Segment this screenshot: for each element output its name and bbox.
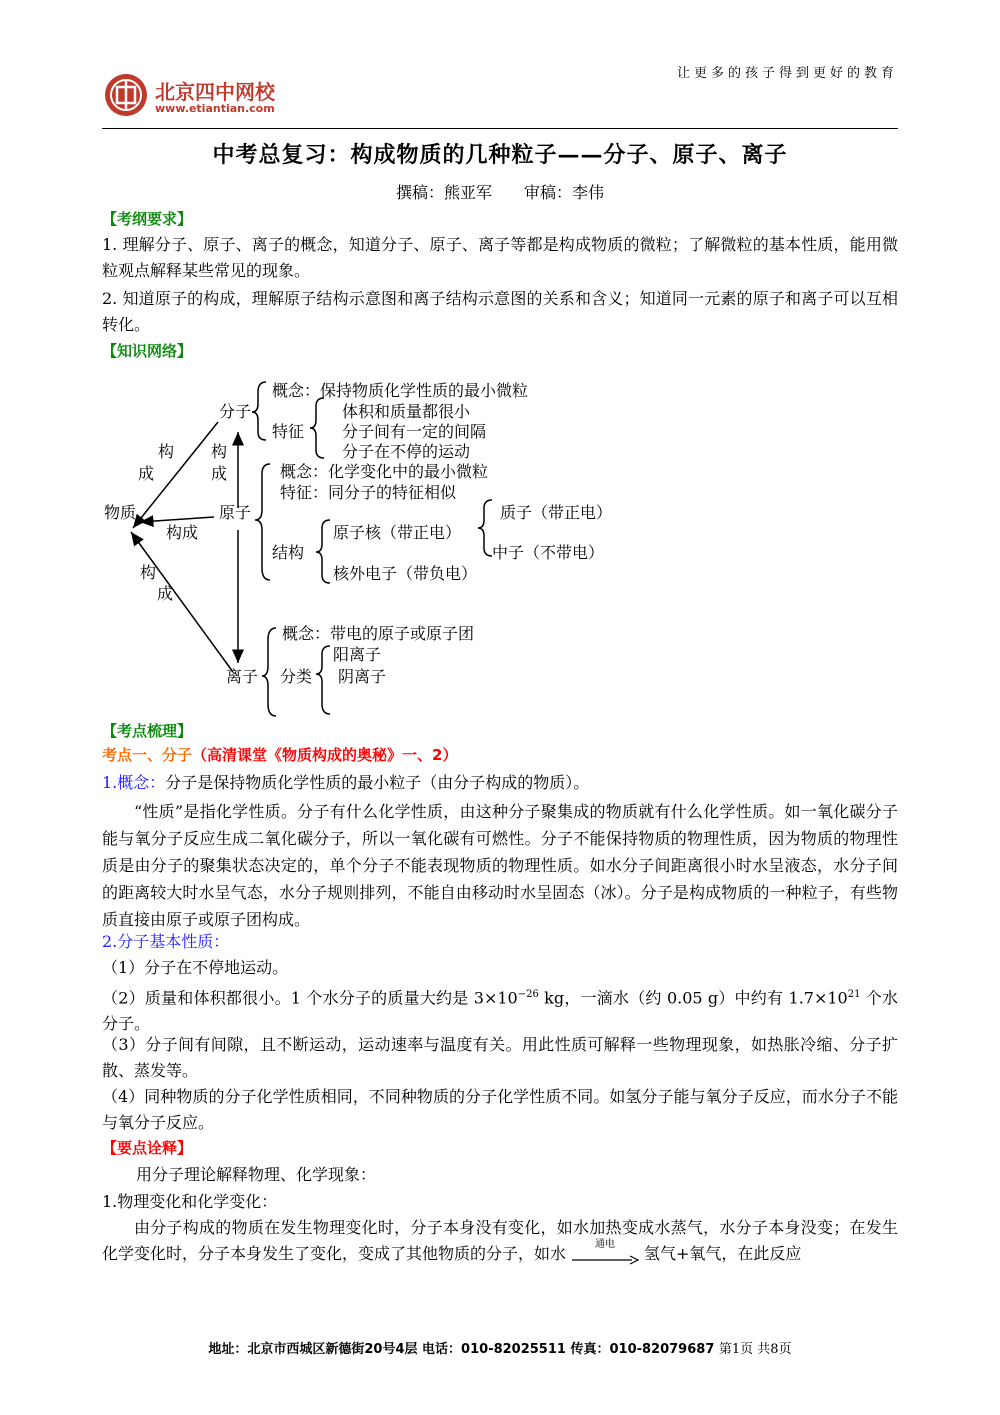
slogan: 让更多的孩子得到更好的教育 [676, 66, 898, 81]
brace-nucleus [478, 500, 492, 556]
electrons: 核外电子（带负电） [333, 564, 478, 583]
outline-item-2: 2. 知道原子的构成，理解原子结构示意图和离子结构示意图的关系和含义；知道同一元素的原子和离子可以互相转化。 [102, 289, 898, 334]
brace-structure [316, 520, 330, 583]
logo [103, 70, 293, 122]
ion-class-label: 分类 [280, 667, 313, 686]
label-cheng-2: 成 [211, 464, 228, 483]
reaction-arrow [570, 1238, 640, 1265]
label-gou-3: 构 [140, 563, 157, 582]
mol-concept: 概念：保持物质化学性质的最小微粒 [272, 381, 529, 400]
header-divider [102, 128, 898, 129]
props-label: 2.分子基本性质： [102, 932, 230, 951]
node-ion: 离子 [226, 667, 259, 686]
logo-emblem-icon [103, 72, 149, 118]
label-cheng-3: 成 [157, 584, 174, 603]
section-points-heading: 【考点梳理】 [102, 722, 193, 740]
point1-concept [102, 770, 898, 796]
concept-text: 分子是保持物质化学性质的最小粒子（由分子构成的物质）。 [165, 773, 590, 792]
section-outline-heading: 【考纲要求】 [102, 210, 193, 228]
prop-2-text-c: 个水分子。 [102, 988, 898, 1034]
explain-text [102, 1215, 898, 1267]
mol-feature-label: 特征 [272, 422, 305, 441]
prop-2-text-b: kg，一滴水（约 0.05 g）中约有 1.7×10 [538, 988, 848, 1008]
explain-intro: 用分子理论解释物理、化学现象： [136, 1165, 377, 1184]
arrow-ion-to-matter [131, 532, 233, 672]
label-gou-1: 构 [158, 442, 175, 461]
footer [0, 1338, 1000, 1357]
prop-2-text-a: （2）质量和体积都很小。1 个水分子的质量大约是 3×10 [102, 988, 518, 1008]
mol-feature-2: 分子间有一定的间隔 [342, 422, 487, 441]
prop-3: （3）分子间有间隙，且不断运动，运动速率与温度有关。用此性质可解释一些物理现象，如热胀冷缩、分子扩散、蒸发等。 [102, 1035, 898, 1080]
authors: 撰稿：熊亚军 审稿：李伟 [395, 183, 604, 202]
prop-4: （4）同种物质的分子化学性质相同，不同种物质的分子化学性质不同。如氢分子能与氧分子反应，而水分子不能与氧分子反应。 [102, 1087, 898, 1132]
atom-feature: 特征：同分子的特征相似 [280, 483, 457, 502]
right-arrow-icon [570, 1255, 640, 1265]
section-explain-heading: 【要点诠释】 [102, 1139, 193, 1157]
explain-text-b: 氢气+氧气，在此反应 [644, 1244, 802, 1263]
prop-2 [102, 982, 898, 1037]
node-matter: 物质 [104, 503, 137, 522]
atom-concept: 概念：化学变化中的最小微粒 [280, 462, 489, 481]
cation: 阳离子 [333, 645, 382, 664]
page-title: 中考总复习：构成物质的几种粒子——分子、原子、离子 [212, 142, 788, 168]
knowledge-diagram [0, 370, 1000, 720]
brace-mol-features [310, 398, 324, 458]
brace-molecule [252, 382, 266, 440]
footer-page: 第1页 共8页 [718, 1342, 792, 1357]
logo-url: www.etiantian.com [155, 102, 275, 115]
label-gou-2: 构 [211, 442, 228, 461]
node-atom: 原子 [219, 503, 252, 522]
footer-address: 地址：北京市西城区新德街20号4层 电话：010-82025511 传真：010-82079687 [208, 1342, 715, 1357]
label-goucheng: 构成 [166, 523, 199, 542]
explain-text-a: 由分子构成的物质在发生物理变化时，分子本身没有变化，如水加热变成水蒸气，水分子本身没变；在发生化学变化时，分子本身发生了变化，变成了其他物质的分子，如水 [102, 1218, 898, 1263]
prop-1: （1）分子在不停地运动。 [102, 958, 289, 977]
prop-2-exp2: 21 [847, 989, 861, 1000]
logo-text: 北京四中网校 [155, 80, 275, 104]
prop-2-exp1: −26 [517, 989, 539, 1000]
outline-item-1: 1. 理解分子、原子、离子的概念，知道分子、原子、离子等都是构成物质的微粒；了解微粒的基本性质，能用微粒观点解释某些常见的现象。 [102, 235, 898, 280]
concept-label: 1.概念： [102, 773, 166, 792]
nucleus: 原子核（带正电） [333, 523, 462, 542]
point1-heading [102, 744, 457, 765]
mol-feature-1: 体积和质量都很小 [342, 402, 471, 421]
neutron: 中子（不带电） [492, 543, 605, 562]
brace-atom [255, 464, 270, 580]
proton: 质子（带正电） [500, 503, 613, 522]
mol-feature-3: 分子在不停的运动 [342, 442, 471, 461]
anion: 阴离子 [338, 667, 387, 686]
brace-ion [262, 628, 276, 716]
brace-ion-class [316, 646, 330, 714]
node-molecule: 分子 [219, 402, 252, 421]
section-network-heading: 【知识网络】 [102, 342, 193, 360]
label-cheng-1: 成 [138, 464, 155, 483]
point1-ref: （高清课堂《物质构成的奥秘》一、2） [192, 746, 458, 764]
explain-sub1: 1.物理变化和化学变化： [102, 1192, 278, 1211]
arrow-atom-to-matter [140, 517, 214, 522]
point1-paragraph: “性质”是指化学性质。分子有什么化学性质，由这种分子聚集成的物质就有什么化学性质。如一氧化碳分子能与氧分子反应生成二氧化碳分子，所以一氧化碳有可燃性。分子不能保持物质的物理性质，因为物质的物理性质是由分子的聚集状态决定的，单个分子不能表现物质的物理性质。如水分子间距离很小时水呈液态，水分子间的距离较大时水呈气态，水分子规则排列，不能自由移动时水呈固态（冰）。分子是构成物质的一种粒子，有些物质直接由原子或原子团构成。 [102, 802, 898, 929]
atom-structure-label: 结构 [272, 543, 305, 562]
reaction-arrow-label: 通电 [595, 1238, 616, 1250]
point1-title: 考点一、分子 [102, 746, 193, 764]
ion-concept: 概念：带电的原子或原子团 [282, 624, 475, 643]
